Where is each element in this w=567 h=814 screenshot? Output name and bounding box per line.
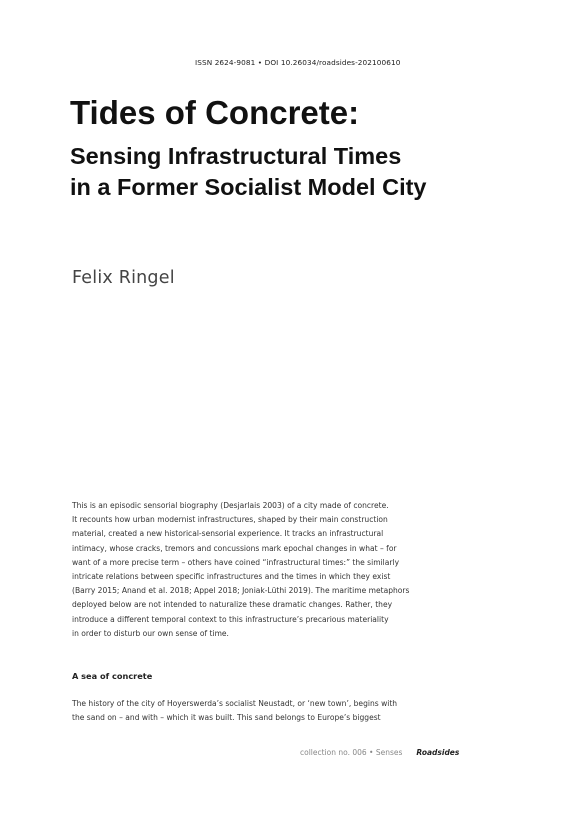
subtitle-line: in a Former Socialist Model City [70,174,427,200]
abstract-line: material, created a new historical-sensorial experience. It tracks an infrastructural [72,529,384,539]
abstract-line: want of a more precise term – others have coined “infrastructural times:” the similarly [72,557,400,567]
abstract-line: deployed below are not intended to naturalize these dramatic changes. Rather, they [72,600,393,610]
article-subtitle [70,141,510,203]
abstract-line: This is an episodic sensorial biography (Desjarlais 2003) of a city made of concrete. [72,501,389,510]
abstract-line: intricate relations between specific infrastructures and the times in which they exist [72,572,391,582]
abstract-line: (Barry 2015; Anand et al. 2018; Appel 2018; Joniak-Lüthi 2019). The maritime metaphors [72,586,410,596]
abstract-line: intimacy, whose cracks, tremors and concussions mark epochal changes in what – for [72,543,397,553]
abstract-line: introduce a different temporal context to this infrastructure’s precarious materiality [72,614,389,624]
section-heading: A sea of concrete [72,671,153,681]
footer-collection: collection no. 006 • Senses [300,748,403,757]
issn-doi-line: ISSN 2624-9081 • DOI 10.26034/roadsides-202100610 [195,58,401,67]
author-name: Felix Ringel [72,268,175,288]
body-text [72,697,417,725]
article-title: Tides of Concrete: [70,94,360,131]
abstract-line: in order to disturb our own sense of time. [72,628,229,638]
page-footer [300,748,470,757]
abstract-line: It recounts how urban modernist infrastructures, shaped by their main construction [72,515,388,525]
abstract [72,499,412,641]
body-line: The history of the city of Hoyerswerda’s socialist Neustadt, or ‘new town’, begins with [72,699,398,708]
subtitle-line: Sensing Infrastructural Times [70,143,402,169]
footer-journal-name: Roadsides [416,748,460,757]
body-line: the sand on – and with – which it was built. This sand belongs to Europe’s biggest [72,713,381,723]
